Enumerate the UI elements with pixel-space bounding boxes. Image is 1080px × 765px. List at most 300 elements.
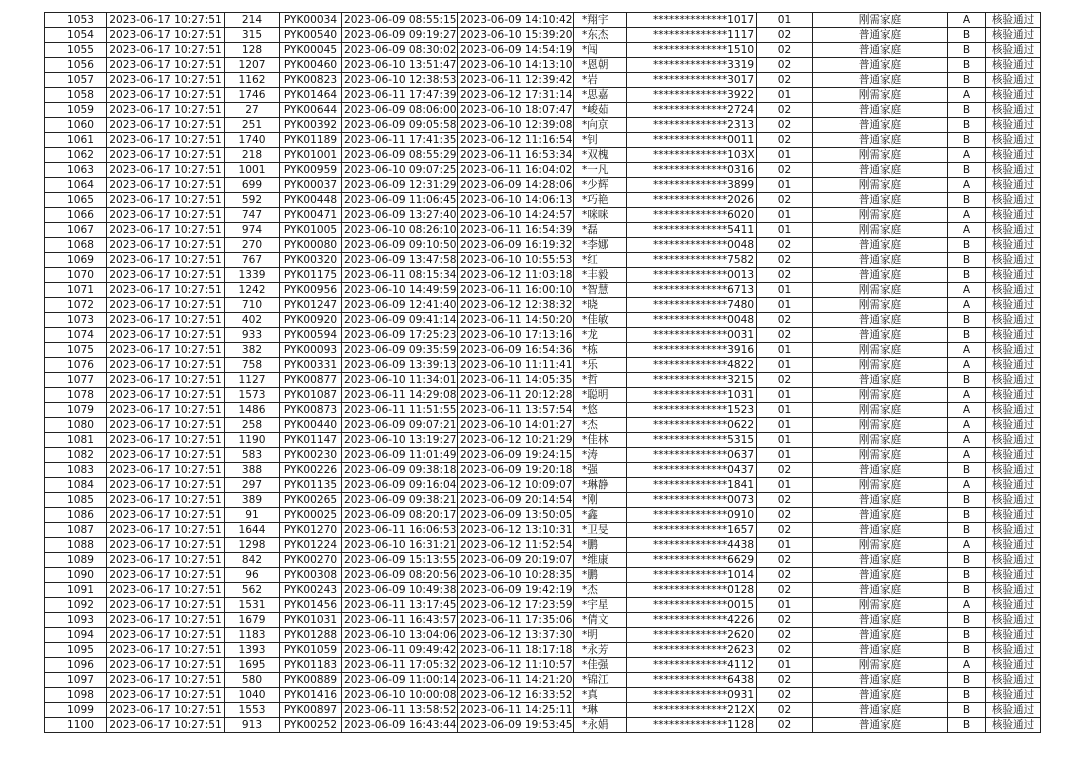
id-number-cell: **************0031 bbox=[627, 328, 757, 343]
submit-time-cell: 2023-06-09 08:06:00 bbox=[342, 103, 458, 118]
category-cell: 普通家庭 bbox=[813, 508, 948, 523]
category-code-cell: 02 bbox=[757, 73, 813, 88]
verify-time-cell: 2023-06-09 19:42:19 bbox=[458, 583, 574, 598]
applicant-name-cell: *宇星 bbox=[574, 598, 627, 613]
seq-cell: 1096 bbox=[45, 658, 107, 673]
status-cell: 核验通过 bbox=[986, 403, 1041, 418]
category-code-cell: 02 bbox=[757, 118, 813, 133]
lottery-number-cell: 270 bbox=[225, 238, 280, 253]
status-cell: 核验通过 bbox=[986, 628, 1041, 643]
table-row bbox=[45, 88, 1041, 103]
table-row bbox=[45, 613, 1041, 628]
verify-time-cell: 2023-06-10 14:01:27 bbox=[458, 418, 574, 433]
lottery-time-cell: 2023-06-17 10:27:51 bbox=[107, 658, 225, 673]
table-row bbox=[45, 343, 1041, 358]
submit-time-cell: 2023-06-11 17:41:35 bbox=[342, 133, 458, 148]
lottery-number-cell: 1190 bbox=[225, 433, 280, 448]
application-id-cell: PYK00243 bbox=[280, 583, 342, 598]
lottery-number-cell: 1644 bbox=[225, 523, 280, 538]
group-cell: A bbox=[948, 478, 986, 493]
lottery-time-cell: 2023-06-17 10:27:51 bbox=[107, 103, 225, 118]
table-row bbox=[45, 628, 1041, 643]
lottery-number-cell: 1393 bbox=[225, 643, 280, 658]
category-code-cell: 02 bbox=[757, 193, 813, 208]
group-cell: B bbox=[948, 118, 986, 133]
table-row bbox=[45, 13, 1041, 28]
table-row bbox=[45, 193, 1041, 208]
seq-cell: 1099 bbox=[45, 703, 107, 718]
submit-time-cell: 2023-06-09 08:20:56 bbox=[342, 568, 458, 583]
applicant-name-cell: *晓 bbox=[574, 298, 627, 313]
group-cell: B bbox=[948, 103, 986, 118]
submit-time-cell: 2023-06-11 16:43:57 bbox=[342, 613, 458, 628]
category-cell: 普通家庭 bbox=[813, 373, 948, 388]
group-cell: B bbox=[948, 163, 986, 178]
verify-time-cell: 2023-06-10 18:07:47 bbox=[458, 103, 574, 118]
group-cell: A bbox=[948, 208, 986, 223]
applicant-name-cell: *聪明 bbox=[574, 388, 627, 403]
category-code-cell: 01 bbox=[757, 598, 813, 613]
group-cell: B bbox=[948, 493, 986, 508]
group-cell: A bbox=[948, 358, 986, 373]
seq-cell: 1056 bbox=[45, 58, 107, 73]
status-cell: 核验通过 bbox=[986, 73, 1041, 88]
lottery-time-cell: 2023-06-17 10:27:51 bbox=[107, 148, 225, 163]
category-cell: 普通家庭 bbox=[813, 163, 948, 178]
lottery-number-cell: 251 bbox=[225, 118, 280, 133]
status-cell: 核验通过 bbox=[986, 388, 1041, 403]
applicant-name-cell: *双槐 bbox=[574, 148, 627, 163]
lottery-number-cell: 214 bbox=[225, 13, 280, 28]
seq-cell: 1095 bbox=[45, 643, 107, 658]
submit-time-cell: 2023-06-11 08:15:34 bbox=[342, 268, 458, 283]
application-id-cell: PYK00956 bbox=[280, 283, 342, 298]
id-number-cell: **************2026 bbox=[627, 193, 757, 208]
lottery-number-cell: 1740 bbox=[225, 133, 280, 148]
id-number-cell: **************0637 bbox=[627, 448, 757, 463]
table-row bbox=[45, 583, 1041, 598]
status-cell: 核验通过 bbox=[986, 553, 1041, 568]
application-id-cell: PYK00920 bbox=[280, 313, 342, 328]
application-id-cell: PYK01001 bbox=[280, 148, 342, 163]
applicant-name-cell: *东杰 bbox=[574, 28, 627, 43]
application-id-cell: PYK01189 bbox=[280, 133, 342, 148]
seq-cell: 1069 bbox=[45, 253, 107, 268]
submit-time-cell: 2023-06-09 13:39:13 bbox=[342, 358, 458, 373]
category-cell: 普通家庭 bbox=[813, 313, 948, 328]
id-number-cell: **************1031 bbox=[627, 388, 757, 403]
category-code-cell: 02 bbox=[757, 613, 813, 628]
submit-time-cell: 2023-06-09 09:35:59 bbox=[342, 343, 458, 358]
verify-time-cell: 2023-06-09 19:24:15 bbox=[458, 448, 574, 463]
group-cell: B bbox=[948, 238, 986, 253]
table-row bbox=[45, 178, 1041, 193]
submit-time-cell: 2023-06-09 12:31:29 bbox=[342, 178, 458, 193]
category-cell: 刚需家庭 bbox=[813, 178, 948, 193]
applicant-name-cell: *恩朝 bbox=[574, 58, 627, 73]
applicant-name-cell: *乐 bbox=[574, 358, 627, 373]
lottery-time-cell: 2023-06-17 10:27:51 bbox=[107, 58, 225, 73]
table-row bbox=[45, 643, 1041, 658]
seq-cell: 1091 bbox=[45, 583, 107, 598]
table-row bbox=[45, 448, 1041, 463]
submit-time-cell: 2023-06-11 14:29:08 bbox=[342, 388, 458, 403]
applicant-name-cell: *涛 bbox=[574, 448, 627, 463]
category-cell: 刚需家庭 bbox=[813, 283, 948, 298]
status-cell: 核验通过 bbox=[986, 298, 1041, 313]
group-cell: A bbox=[948, 388, 986, 403]
lottery-time-cell: 2023-06-17 10:27:51 bbox=[107, 13, 225, 28]
status-cell: 核验通过 bbox=[986, 433, 1041, 448]
category-cell: 刚需家庭 bbox=[813, 223, 948, 238]
category-code-cell: 02 bbox=[757, 568, 813, 583]
id-number-cell: **************0437 bbox=[627, 463, 757, 478]
group-cell: B bbox=[948, 253, 986, 268]
seq-cell: 1097 bbox=[45, 673, 107, 688]
lottery-time-cell: 2023-06-17 10:27:51 bbox=[107, 43, 225, 58]
verify-time-cell: 2023-06-10 10:55:53 bbox=[458, 253, 574, 268]
application-id-cell: PYK00873 bbox=[280, 403, 342, 418]
group-cell: B bbox=[948, 718, 986, 733]
status-cell: 核验通过 bbox=[986, 688, 1041, 703]
lottery-time-cell: 2023-06-17 10:27:51 bbox=[107, 643, 225, 658]
category-cell: 刚需家庭 bbox=[813, 298, 948, 313]
verify-time-cell: 2023-06-11 14:21:20 bbox=[458, 673, 574, 688]
verify-time-cell: 2023-06-12 10:21:29 bbox=[458, 433, 574, 448]
applicant-name-cell: *刚 bbox=[574, 493, 627, 508]
lottery-time-cell: 2023-06-17 10:27:51 bbox=[107, 613, 225, 628]
status-cell: 核验通过 bbox=[986, 448, 1041, 463]
verify-time-cell: 2023-06-10 14:06:13 bbox=[458, 193, 574, 208]
seq-cell: 1084 bbox=[45, 478, 107, 493]
group-cell: A bbox=[948, 418, 986, 433]
status-cell: 核验通过 bbox=[986, 343, 1041, 358]
status-cell: 核验通过 bbox=[986, 88, 1041, 103]
lottery-time-cell: 2023-06-17 10:27:51 bbox=[107, 283, 225, 298]
status-cell: 核验通过 bbox=[986, 658, 1041, 673]
applicant-name-cell: *智慧 bbox=[574, 283, 627, 298]
id-number-cell: **************0048 bbox=[627, 238, 757, 253]
lottery-number-cell: 583 bbox=[225, 448, 280, 463]
lottery-time-cell: 2023-06-17 10:27:51 bbox=[107, 133, 225, 148]
application-id-cell: PYK00897 bbox=[280, 703, 342, 718]
submit-time-cell: 2023-06-10 10:00:08 bbox=[342, 688, 458, 703]
applicant-name-cell: *明 bbox=[574, 628, 627, 643]
lottery-number-cell: 699 bbox=[225, 178, 280, 193]
lottery-number-cell: 1486 bbox=[225, 403, 280, 418]
applicant-name-cell: *佳强 bbox=[574, 658, 627, 673]
table-row bbox=[45, 133, 1041, 148]
lottery-time-cell: 2023-06-17 10:27:51 bbox=[107, 433, 225, 448]
applicant-name-cell: *栋 bbox=[574, 343, 627, 358]
category-cell: 刚需家庭 bbox=[813, 538, 948, 553]
status-cell: 核验通过 bbox=[986, 283, 1041, 298]
group-cell: A bbox=[948, 448, 986, 463]
applicant-name-cell: *维康 bbox=[574, 553, 627, 568]
application-id-cell: PYK01031 bbox=[280, 613, 342, 628]
group-cell: B bbox=[948, 373, 986, 388]
group-cell: B bbox=[948, 523, 986, 538]
seq-cell: 1059 bbox=[45, 103, 107, 118]
category-cell: 刚需家庭 bbox=[813, 148, 948, 163]
lottery-time-cell: 2023-06-17 10:27:51 bbox=[107, 703, 225, 718]
category-cell: 刚需家庭 bbox=[813, 208, 948, 223]
application-id-cell: PYK01456 bbox=[280, 598, 342, 613]
table-row bbox=[45, 163, 1041, 178]
id-number-cell: **************3899 bbox=[627, 178, 757, 193]
table-row bbox=[45, 388, 1041, 403]
lottery-time-cell: 2023-06-17 10:27:51 bbox=[107, 253, 225, 268]
applicant-name-cell: *卫旻 bbox=[574, 523, 627, 538]
application-id-cell: PYK00959 bbox=[280, 163, 342, 178]
lottery-number-cell: 315 bbox=[225, 28, 280, 43]
table-row bbox=[45, 598, 1041, 613]
submit-time-cell: 2023-06-09 09:38:21 bbox=[342, 493, 458, 508]
lottery-number-cell: 1298 bbox=[225, 538, 280, 553]
application-id-cell: PYK00644 bbox=[280, 103, 342, 118]
application-id-cell: PYK00440 bbox=[280, 418, 342, 433]
seq-cell: 1054 bbox=[45, 28, 107, 43]
seq-cell: 1086 bbox=[45, 508, 107, 523]
submit-time-cell: 2023-06-10 14:49:59 bbox=[342, 283, 458, 298]
status-cell: 核验通过 bbox=[986, 538, 1041, 553]
category-code-cell: 01 bbox=[757, 658, 813, 673]
category-code-cell: 01 bbox=[757, 283, 813, 298]
category-cell: 刚需家庭 bbox=[813, 433, 948, 448]
category-code-cell: 01 bbox=[757, 298, 813, 313]
application-id-cell: PYK01005 bbox=[280, 223, 342, 238]
application-id-cell: PYK01147 bbox=[280, 433, 342, 448]
verify-time-cell: 2023-06-12 11:16:54 bbox=[458, 133, 574, 148]
lottery-number-cell: 710 bbox=[225, 298, 280, 313]
category-cell: 普通家庭 bbox=[813, 328, 948, 343]
table-row bbox=[45, 673, 1041, 688]
submit-time-cell: 2023-06-11 09:49:42 bbox=[342, 643, 458, 658]
group-cell: B bbox=[948, 328, 986, 343]
verification-table bbox=[44, 12, 1041, 733]
id-number-cell: **************3916 bbox=[627, 343, 757, 358]
lottery-time-cell: 2023-06-17 10:27:51 bbox=[107, 508, 225, 523]
id-number-cell: **************0048 bbox=[627, 313, 757, 328]
submit-time-cell: 2023-06-09 09:07:21 bbox=[342, 418, 458, 433]
category-code-cell: 02 bbox=[757, 553, 813, 568]
lottery-number-cell: 758 bbox=[225, 358, 280, 373]
group-cell: A bbox=[948, 13, 986, 28]
table-row bbox=[45, 103, 1041, 118]
lottery-time-cell: 2023-06-17 10:27:51 bbox=[107, 538, 225, 553]
category-code-cell: 01 bbox=[757, 538, 813, 553]
submit-time-cell: 2023-06-09 11:00:14 bbox=[342, 673, 458, 688]
verify-time-cell: 2023-06-12 13:10:31 bbox=[458, 523, 574, 538]
group-cell: B bbox=[948, 193, 986, 208]
applicant-name-cell: *永娟 bbox=[574, 718, 627, 733]
category-cell: 刚需家庭 bbox=[813, 478, 948, 493]
lottery-time-cell: 2023-06-17 10:27:51 bbox=[107, 298, 225, 313]
application-id-cell: PYK01270 bbox=[280, 523, 342, 538]
application-id-cell: PYK00823 bbox=[280, 73, 342, 88]
id-number-cell: **************4112 bbox=[627, 658, 757, 673]
id-number-cell: **************6020 bbox=[627, 208, 757, 223]
category-cell: 普通家庭 bbox=[813, 703, 948, 718]
id-number-cell: **************1510 bbox=[627, 43, 757, 58]
id-number-cell: **************7480 bbox=[627, 298, 757, 313]
applicant-name-cell: *钊 bbox=[574, 133, 627, 148]
lottery-time-cell: 2023-06-17 10:27:51 bbox=[107, 688, 225, 703]
applicant-name-cell: *向京 bbox=[574, 118, 627, 133]
group-cell: B bbox=[948, 703, 986, 718]
lottery-number-cell: 382 bbox=[225, 343, 280, 358]
category-cell: 普通家庭 bbox=[813, 118, 948, 133]
application-id-cell: PYK00037 bbox=[280, 178, 342, 193]
category-code-cell: 02 bbox=[757, 493, 813, 508]
lottery-number-cell: 933 bbox=[225, 328, 280, 343]
submit-time-cell: 2023-06-09 09:05:58 bbox=[342, 118, 458, 133]
lottery-time-cell: 2023-06-17 10:27:51 bbox=[107, 718, 225, 733]
status-cell: 核验通过 bbox=[986, 223, 1041, 238]
id-number-cell: **************5411 bbox=[627, 223, 757, 238]
lottery-time-cell: 2023-06-17 10:27:51 bbox=[107, 598, 225, 613]
table-row bbox=[45, 553, 1041, 568]
category-code-cell: 01 bbox=[757, 403, 813, 418]
submit-time-cell: 2023-06-09 15:13:55 bbox=[342, 553, 458, 568]
seq-cell: 1064 bbox=[45, 178, 107, 193]
category-code-cell: 02 bbox=[757, 583, 813, 598]
id-number-cell: **************1657 bbox=[627, 523, 757, 538]
application-id-cell: PYK00448 bbox=[280, 193, 342, 208]
group-cell: B bbox=[948, 268, 986, 283]
lottery-number-cell: 1001 bbox=[225, 163, 280, 178]
verify-time-cell: 2023-06-10 12:39:08 bbox=[458, 118, 574, 133]
lottery-number-cell: 297 bbox=[225, 478, 280, 493]
category-cell: 普通家庭 bbox=[813, 613, 948, 628]
id-number-cell: **************6629 bbox=[627, 553, 757, 568]
category-cell: 普通家庭 bbox=[813, 253, 948, 268]
verify-time-cell: 2023-06-11 14:05:35 bbox=[458, 373, 574, 388]
seq-cell: 1094 bbox=[45, 628, 107, 643]
submit-time-cell: 2023-06-09 16:43:44 bbox=[342, 718, 458, 733]
id-number-cell: **************4438 bbox=[627, 538, 757, 553]
category-code-cell: 01 bbox=[757, 418, 813, 433]
submit-time-cell: 2023-06-10 13:04:06 bbox=[342, 628, 458, 643]
submit-time-cell: 2023-06-10 13:51:47 bbox=[342, 58, 458, 73]
id-number-cell: **************7582 bbox=[627, 253, 757, 268]
status-cell: 核验通过 bbox=[986, 463, 1041, 478]
group-cell: B bbox=[948, 58, 986, 73]
category-code-cell: 01 bbox=[757, 433, 813, 448]
category-cell: 普通家庭 bbox=[813, 58, 948, 73]
applicant-name-cell: *翔宇 bbox=[574, 13, 627, 28]
verify-time-cell: 2023-06-10 14:13:10 bbox=[458, 58, 574, 73]
submit-time-cell: 2023-06-09 09:38:18 bbox=[342, 463, 458, 478]
category-code-cell: 02 bbox=[757, 523, 813, 538]
seq-cell: 1089 bbox=[45, 553, 107, 568]
seq-cell: 1053 bbox=[45, 13, 107, 28]
status-cell: 核验通过 bbox=[986, 313, 1041, 328]
category-code-cell: 02 bbox=[757, 268, 813, 283]
lottery-number-cell: 1573 bbox=[225, 388, 280, 403]
category-cell: 普通家庭 bbox=[813, 28, 948, 43]
status-cell: 核验通过 bbox=[986, 478, 1041, 493]
lottery-time-cell: 2023-06-17 10:27:51 bbox=[107, 88, 225, 103]
status-cell: 核验通过 bbox=[986, 268, 1041, 283]
table-row bbox=[45, 118, 1041, 133]
application-id-cell: PYK00025 bbox=[280, 508, 342, 523]
verify-time-cell: 2023-06-09 14:10:42 bbox=[458, 13, 574, 28]
category-code-cell: 01 bbox=[757, 223, 813, 238]
category-cell: 普通家庭 bbox=[813, 268, 948, 283]
group-cell: B bbox=[948, 613, 986, 628]
lottery-number-cell: 562 bbox=[225, 583, 280, 598]
group-cell: B bbox=[948, 583, 986, 598]
application-id-cell: PYK01135 bbox=[280, 478, 342, 493]
category-cell: 刚需家庭 bbox=[813, 343, 948, 358]
category-code-cell: 02 bbox=[757, 103, 813, 118]
table-row bbox=[45, 268, 1041, 283]
lottery-number-cell: 1127 bbox=[225, 373, 280, 388]
verify-time-cell: 2023-06-11 18:17:18 bbox=[458, 643, 574, 658]
table-row bbox=[45, 718, 1041, 733]
seq-cell: 1071 bbox=[45, 283, 107, 298]
category-code-cell: 02 bbox=[757, 238, 813, 253]
table-row bbox=[45, 478, 1041, 493]
submit-time-cell: 2023-06-11 17:47:39 bbox=[342, 88, 458, 103]
lottery-number-cell: 842 bbox=[225, 553, 280, 568]
table-row bbox=[45, 298, 1041, 313]
applicant-name-cell: *杰 bbox=[574, 583, 627, 598]
application-id-cell: PYK00270 bbox=[280, 553, 342, 568]
category-code-cell: 02 bbox=[757, 688, 813, 703]
submit-time-cell: 2023-06-10 13:19:27 bbox=[342, 433, 458, 448]
table-row bbox=[45, 688, 1041, 703]
table-row bbox=[45, 433, 1041, 448]
application-id-cell: PYK00308 bbox=[280, 568, 342, 583]
status-cell: 核验通过 bbox=[986, 598, 1041, 613]
application-id-cell: PYK00226 bbox=[280, 463, 342, 478]
status-cell: 核验通过 bbox=[986, 163, 1041, 178]
submit-time-cell: 2023-06-10 09:07:25 bbox=[342, 163, 458, 178]
lottery-time-cell: 2023-06-17 10:27:51 bbox=[107, 208, 225, 223]
lottery-time-cell: 2023-06-17 10:27:51 bbox=[107, 463, 225, 478]
table-row bbox=[45, 73, 1041, 88]
category-code-cell: 01 bbox=[757, 358, 813, 373]
submit-time-cell: 2023-06-09 11:06:45 bbox=[342, 193, 458, 208]
lottery-number-cell: 592 bbox=[225, 193, 280, 208]
application-id-cell: PYK01288 bbox=[280, 628, 342, 643]
table-row bbox=[45, 148, 1041, 163]
status-cell: 核验通过 bbox=[986, 238, 1041, 253]
seq-cell: 1100 bbox=[45, 718, 107, 733]
category-code-cell: 01 bbox=[757, 88, 813, 103]
verify-time-cell: 2023-06-11 20:12:28 bbox=[458, 388, 574, 403]
seq-cell: 1058 bbox=[45, 88, 107, 103]
category-cell: 普通家庭 bbox=[813, 103, 948, 118]
application-id-cell: PYK00460 bbox=[280, 58, 342, 73]
application-id-cell: PYK00230 bbox=[280, 448, 342, 463]
seq-cell: 1075 bbox=[45, 343, 107, 358]
category-cell: 普通家庭 bbox=[813, 628, 948, 643]
applicant-name-cell: *鹏 bbox=[574, 568, 627, 583]
verify-time-cell: 2023-06-12 11:52:54 bbox=[458, 538, 574, 553]
verify-time-cell: 2023-06-12 11:03:18 bbox=[458, 268, 574, 283]
category-cell: 普通家庭 bbox=[813, 553, 948, 568]
category-code-cell: 02 bbox=[757, 313, 813, 328]
status-cell: 核验通过 bbox=[986, 148, 1041, 163]
status-cell: 核验通过 bbox=[986, 208, 1041, 223]
id-number-cell: **************1014 bbox=[627, 568, 757, 583]
submit-time-cell: 2023-06-09 17:25:23 bbox=[342, 328, 458, 343]
status-cell: 核验通过 bbox=[986, 358, 1041, 373]
lottery-number-cell: 218 bbox=[225, 148, 280, 163]
